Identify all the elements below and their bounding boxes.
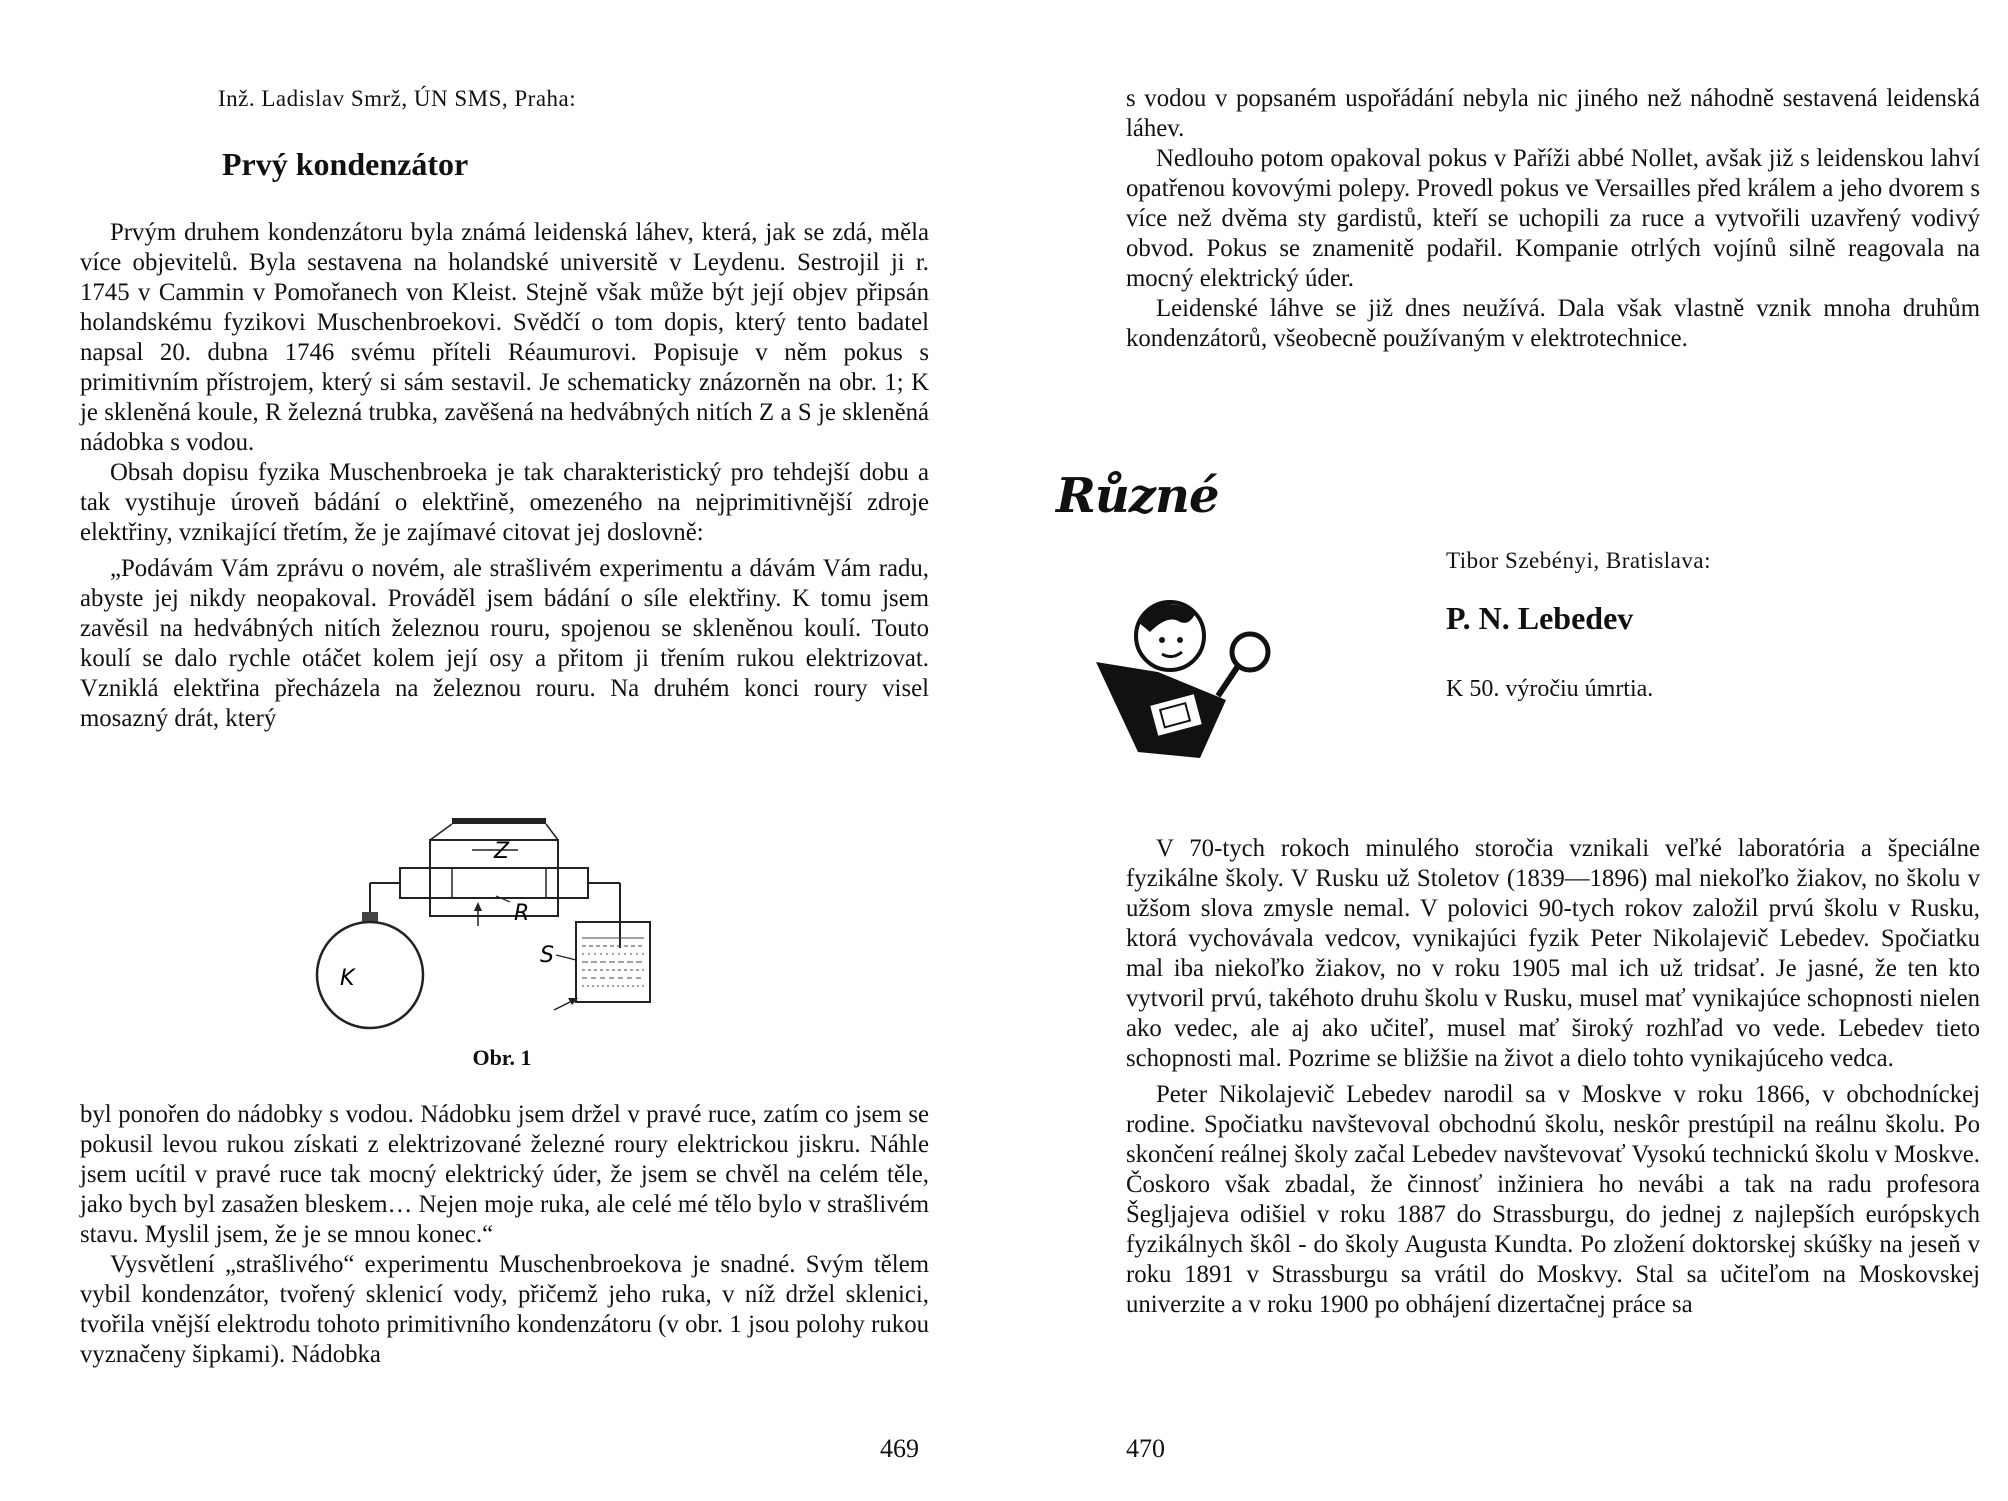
- left-paragraph-1: Prvým druhem kondenzátoru byla známá leidenská láhev, která, jak se zdá, měla více objevitelů. Byla sestavena na holandské universitě v Leydenu. Sestrojil ji r. 1745 v Cammin v Pomořanech von Kleist. Stejně však může být její objev připsán holandskému fyzikovi Muschenbroekovi. Svědčí o tom dopis, který tento badatel napsal 20. dubna 1746 svému příteli Réaumurovi. Popisuje v něm pokus s primitivním přístrojem, který si sám sestavil. Je schematicky znázorněn na obr. 1; K je skleněná koule, R železná trubka, zavěšená na hedvábných nitích Z a S je skleněná nádobka s vodou.: [80, 219, 929, 456]
- figure-1-caption: Obr. 1: [472, 1045, 532, 1070]
- right-paragraph-2: Nedlouho potom opakoval pokus v Paříži abbé Nollet, avšak již s leidenskou lahví opatřenou kovovými polepy. Provedl pokus ve Versailles před králem a jeho dvorem s více než dvěma sty gardistů, kteří se uchopili za ruce a vytvořili uzavřený vodivý obvod. Pokus se znamenitě podařil. Kompanie otrlých vojínů silně reagovala na mocný elektrický úder.: [1126, 145, 1980, 292]
- left-page-number: 469: [880, 1434, 919, 1463]
- label-k: K: [340, 966, 355, 991]
- right-article-title: P. N. Lebedev: [1446, 600, 1634, 636]
- label-r: R: [514, 901, 530, 926]
- ceiling-bar: [452, 818, 546, 824]
- left-paragraph-2: Obsah dopisu fyzika Muschenbroeka je tak charakteristický pro tehdejší dobu a tak vystihuje úroveň bádání o elektřině, omezeného na nejprimitivnější zdroje elektřiny, vznikající třetím, že je zajímavé citovat jej doslovně:: [80, 459, 929, 546]
- right-article-subtitle: K 50. výročiu úmrtia.: [1446, 676, 1654, 702]
- glass-sphere: [317, 922, 423, 1028]
- left-paragraph-3: „Podávám Vám zprávu o novém, ale strašlivém experimentu a dávám Vám radu, abyste jej nikdy neopakoval. Prováděl jsem bádání o síle elektřiny. K tomu jsem zavěsil na hedvábných nitích železnou rouru, spojenou se skleněnou koulí. Touto koulí se dalo rychle otáčet kolem její osy a přitom ji třením rukou elektrizovat. Vzniklá elektřina přecházela na železnou rouru. Na druhém konci roury visel mosazný drát, který: [80, 555, 929, 732]
- right-paragraph-1: s vodou v popsaném uspořádání nebyla nic jiného než náhodně sestavená leidenská láhev.: [1126, 85, 1980, 142]
- right-byline: Tibor Szebényi, Bratislava:: [1446, 548, 1711, 573]
- left-paragraph-5: Vysvětlení „strašlivého“ experimentu Muschenbroekova je snadné. Svým tělem vybil kondenzátor, tvořený sklenicí vody, přičemž jeho ruka, v níž držel sklenici, tvořila vnější elektrodu tohoto primitivního kondenzátoru (v obr. 1 jsou polohy rukou vyznačeny šipkami). Nádobka: [80, 1251, 929, 1368]
- leyden-apparatus-diagram: [300, 810, 720, 1080]
- left-body-bottom: [80, 1100, 929, 1370]
- right-paragraph-5: Peter Nikolajevič Lebedev narodil sa v Moskve v roku 1866, v obchodníckej rodine. Spočiatku navštevoval obchodnú školu, neskôr prestúpil na reálnu školu. Po skončení reálnej školy začal Lebedev navštevovať Vysokú technickú školu v Moskve. Čoskoro však zbadal, že činnosť inžiniera ho nevábi a tak na radu profesora Šegljajeva odišiel v roku 1887 do Strassburgu, do jednej z najlepších európskych fyzikálnych škôl - do školy Augusta Kundta. Po zložení doktorskej skúšky na jeseň v roku 1891 v Strassburgu sa vrátil do Moskvy. Stal sa učiteľom na Moskovskej univerzite a v roku 1900 po obhájení dizertačnej práce sa: [1126, 1081, 1980, 1318]
- left-body-top: [80, 218, 929, 734]
- sphere-neck: [362, 912, 378, 922]
- figure-1: [300, 810, 720, 1080]
- section-title: Různé: [1056, 468, 1219, 524]
- iron-tube: [400, 868, 588, 898]
- left-article-title: Prvý kondenzátor: [222, 146, 469, 182]
- left-byline: Inž. Ladislav Smrž, ÚN SMS, Praha:: [218, 86, 577, 111]
- label-s: S: [540, 943, 554, 968]
- right-paragraph-4: V 70-tych rokoch minulého storočia vznikali veľké laboratória a špeciálne fyzikálne školy. V Rusku už Stoletov (1839—1896) mal niekoľko žiakov, no školu v užšom slova zmysle nemal. V polovici 90-tych rokov založil prvú školu v Rusku, ktorá vychovávala vedcov, vynikajúci fyzik Peter Nikolajevič Lebedev. Spočiatku mal iba niekoľko žiakov, no v roku 1905 mal ich už tridsať. Je jasné, že ten kto vytvoril prvú, takéhoto druhu školu v Rusku, musel mať vynikajúce schopnosti nielen ako vedec, ale aj ako učiteľ, musel mať široký rozhľad vo vede. Lebedev tieto schopnosti mal. Pozrime se bližšie na život a dielo tohto vynikajúceho vedca.: [1126, 835, 1980, 1072]
- left-paragraph-4: byl ponořen do nádobky s vodou. Nádobku jsem držel v pravé ruce, zatím co jsem se pokusil levou rukou získati z elektrizované železné roury elektrickou jiskru. Náhle jsem ucítil v pravé ruce tak mocný elektrický úder, že jsem se chvěl na celém těle, jako bych byl zasažen bleskem… Nejen moje ruka, ale celé mé tělo bylo v strašlivém stavu. Myslil jsem, že je se mnou konec.“: [80, 1101, 929, 1248]
- right-page: [1004, 0, 2008, 1501]
- magnifier-illustration-icon: [1088, 592, 1288, 762]
- right-body-bottom: [1126, 834, 1980, 1320]
- right-page-number: 470: [1126, 1434, 1165, 1463]
- label-z: Z: [494, 839, 510, 864]
- right-body-top: [1126, 84, 1980, 354]
- right-paragraph-3: Leidenské láhve se již dnes neužívá. Dala však vlastně vznik mnoha druhům kondenzátorů, všeobecně používaným v elektrotechnice.: [1126, 295, 1980, 352]
